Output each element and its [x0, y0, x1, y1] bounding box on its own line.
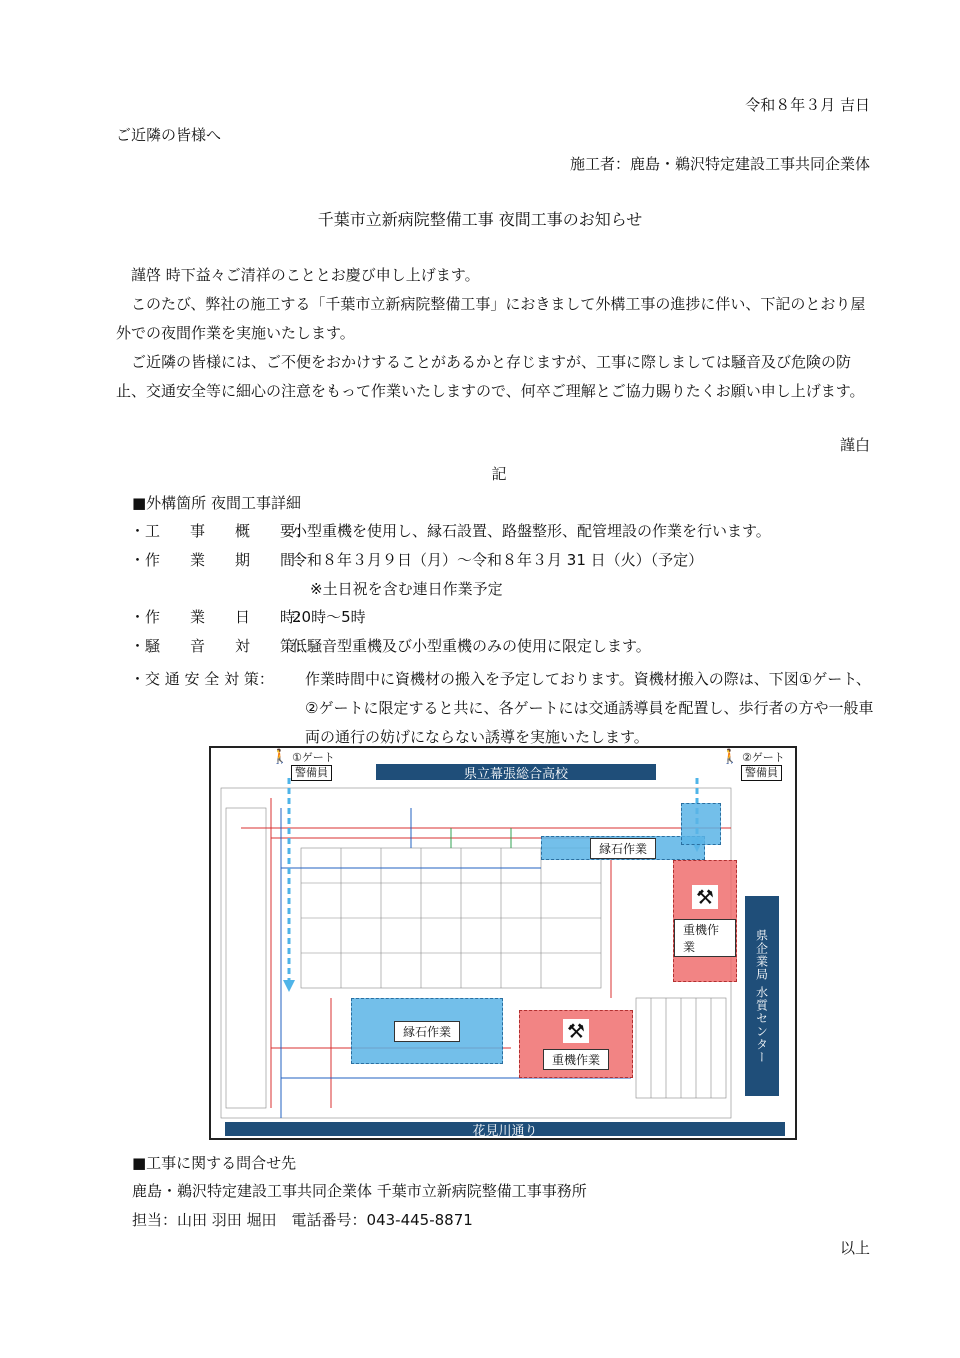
- addressee: ご近隣の皆様へ: [116, 126, 222, 144]
- gate-1: [271, 750, 335, 781]
- excavator-icon: ⚒: [563, 1019, 589, 1043]
- school-label: 県立幕張総合高校: [463, 766, 568, 782]
- person-icon: 🚶: [721, 749, 739, 765]
- detail-label: ・作 業 日 時：: [130, 608, 311, 626]
- contact-person: 担当：山田 羽田 堀田 電話番号：043-445-8871: [132, 1211, 473, 1229]
- excavator-icon: ⚒: [692, 885, 718, 909]
- water-center-label: 県企業局 水質センター: [754, 928, 769, 1064]
- detail-value: 低騒音型重機及び小型重機のみの使用に限定します。: [292, 637, 651, 655]
- issue-date: 令和８年３月 吉日: [745, 96, 870, 114]
- greeting-paragraph: 謹啓 時下益々ご清祥のこととお慶び申し上げます。: [131, 266, 480, 284]
- contact-office: 鹿島・鵜沢特定建設工事共同企業体 千葉市立新病院整備工事事務所: [132, 1182, 587, 1200]
- detail-row-traffic: [130, 665, 875, 752]
- gate-1-label: ①ゲート: [291, 751, 335, 764]
- contact-heading: ■工事に関する問合せ先: [132, 1154, 297, 1172]
- detail-value: 20時～5時: [292, 608, 366, 626]
- curb-work-zone-gate2: [681, 803, 721, 845]
- detail-label: ・作 業 期 間：: [130, 551, 311, 569]
- heavy-work-label: 重機作業: [674, 919, 736, 957]
- person-icon: 🚶: [271, 749, 289, 765]
- guard-2-label: 警備員: [741, 765, 782, 781]
- detail-value: 令和８年３月９日（月）～令和８年３月 31 日（火）（予定）: [292, 551, 704, 569]
- detail-row-overview: [130, 521, 771, 541]
- apology-paragraph: ご近隣の皆様には、ご不便をおかけすることがあるかと存じますが、工事に際しましては騒音及び危険の防止、交通安全等に細心の注意をもって作業いたしますので、何卒ご理解とご協力賜りたくお願い申し上げます。: [116, 353, 865, 400]
- guard-1-label: 警備員: [291, 765, 332, 781]
- end-mark: 以上: [839, 1239, 870, 1257]
- detail-label: ・騒 音 対 策：: [130, 637, 311, 655]
- sender: 施工者：鹿島・鵜沢特定建設工事共同企業体: [569, 155, 870, 173]
- notice-title: 千葉市立新病院整備工事 夜間工事のお知らせ: [317, 210, 643, 229]
- closing: 謹白: [839, 436, 870, 454]
- detail-value: 作業時間中に資機材の搬入を予定しております。資機材搬入の際は、下図①ゲート、②ゲートに限定すると共に、各ゲートには交通誘導員を配置し、歩行者の方や一般車両の通行の妨げにならない誘導を実施いたします。: [305, 670, 874, 746]
- street-banner: [225, 1122, 785, 1139]
- intro-paragraph: このたび、弊社の施工する「千葉市立新病院整備工事」におきまして外構工事の進捗に伴い、下記のとおり屋外での夜間作業を実施いたします。: [116, 295, 866, 342]
- detail-row-hours: [130, 607, 366, 627]
- detail-label: ・工 事 概 要：: [130, 522, 311, 540]
- detail-row-note: [310, 579, 503, 599]
- detail-value: ※土日祝を含む連日作業予定: [310, 580, 503, 598]
- detail-label: ・交 通 安 全 対 策：: [130, 670, 274, 688]
- gate-2-label: ②ゲート: [741, 751, 785, 764]
- detail-row-noise: [130, 636, 651, 656]
- curb-work-label: 縁石作業: [394, 1021, 460, 1042]
- gate-2: [721, 750, 785, 781]
- detail-value: 小型重機を使用し、縁石設置、路盤整形、配管埋設の作業を行います。: [292, 522, 771, 540]
- details-heading: ■外構箇所 夜間工事詳細: [132, 494, 301, 512]
- curb-work-zone-south: [351, 998, 503, 1064]
- ki-heading: 記: [491, 465, 507, 483]
- detail-row-period: [130, 550, 703, 570]
- curb-work-label: 縁石作業: [590, 838, 656, 859]
- street-label: 花見川通り: [472, 1123, 538, 1139]
- heavy-work-zone-east: [673, 860, 737, 982]
- heavy-work-zone-south: [519, 1010, 633, 1078]
- heavy-work-label: 重機作業: [543, 1049, 609, 1070]
- water-center-banner: [745, 896, 779, 1096]
- school-banner: [376, 764, 656, 780]
- site-map: [209, 746, 797, 1140]
